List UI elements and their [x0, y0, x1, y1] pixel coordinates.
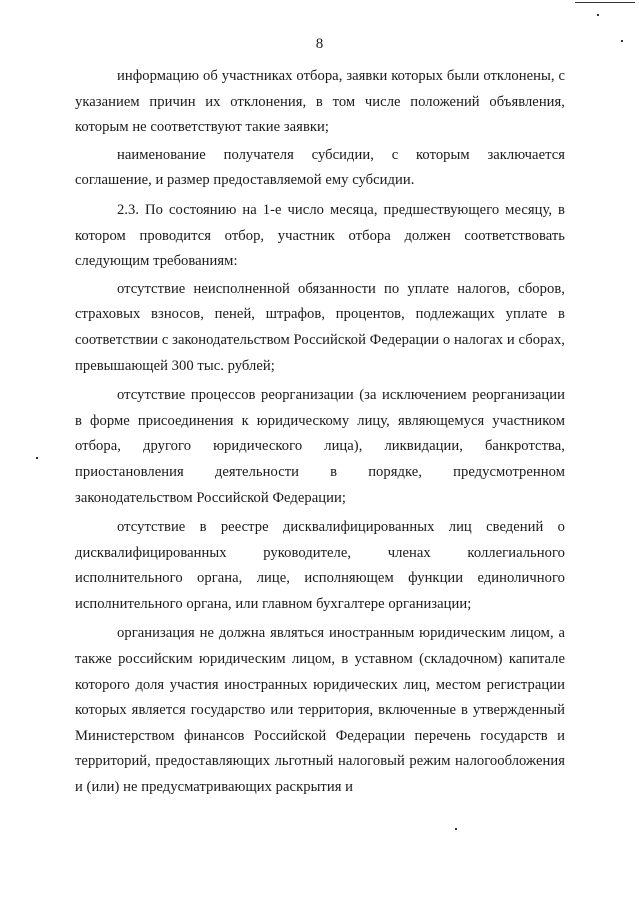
paragraph-recipient-name: наименование получателя субсидии, с которым заключается соглашение, и размер предоставляемой ему субсидии. — [75, 146, 565, 189]
scan-dot-top-right — [597, 14, 599, 16]
paragraph-no-disqualified: отсутствие в реестре дисквалифицированных лиц сведений о дисквалифицированных руководителе, членах коллегиального исполнительного органа, лице, исполняющем функции единоличного исполнительного органа, или главном бухгалтере организации; — [75, 519, 565, 612]
document-body — [75, 64, 565, 801]
paragraph-no-reorganization: отсутствие процессов реорганизации (за исключением реорганизации в форме присоединения к юридическому лицу, являющемуся участником отбора, другого юридического лица), ликвидации, банкротства, приостановления деятельности в порядке, предусмотренном законодательством Российской Федерации; — [75, 387, 565, 506]
paragraph-section-2-3: 2.3. По состоянию на 1-е число месяца, предшествующего месяцу, в котором проводится отбор, участник отбора должен соответствовать следующим требованиям: — [75, 201, 565, 270]
scan-dot-bottom — [455, 828, 457, 830]
scan-dot-left — [36, 457, 38, 459]
scan-mark-top-right — [575, 2, 635, 3]
paragraph-not-foreign-entity: организация не должна являться иностранным юридическим лицом, а также российским юридическим лицом, в уставном (складочном) капитале которого доля участия иностранных юридических лиц, местом регистрации которых является государство или территория, включенные в утвержденный Министерством финансов Российской Федерации перечень государств и территорий, предоставляющих льготный налоговый режим налогообложения и (или) не предусматривающих раскрытия и — [75, 625, 565, 796]
scan-dot-right — [621, 40, 623, 42]
paragraph-no-tax-debt: отсутствие неисполненной обязанности по уплате налогов, сборов, страховых взносов, пеней, штрафов, процентов, подлежащих уплате в соответствии с законодательством Российской Федерации о налогах и сборах, превышающей 300 тыс. рублей; — [75, 280, 565, 374]
page-number: 8 — [315, 36, 324, 52]
paragraph-rejected-participants: информацию об участниках отбора, заявки которых были отклонены, с указанием причин их отклонения, в том числе положений объявления, которым не соответствуют такие заявки; — [75, 68, 565, 136]
